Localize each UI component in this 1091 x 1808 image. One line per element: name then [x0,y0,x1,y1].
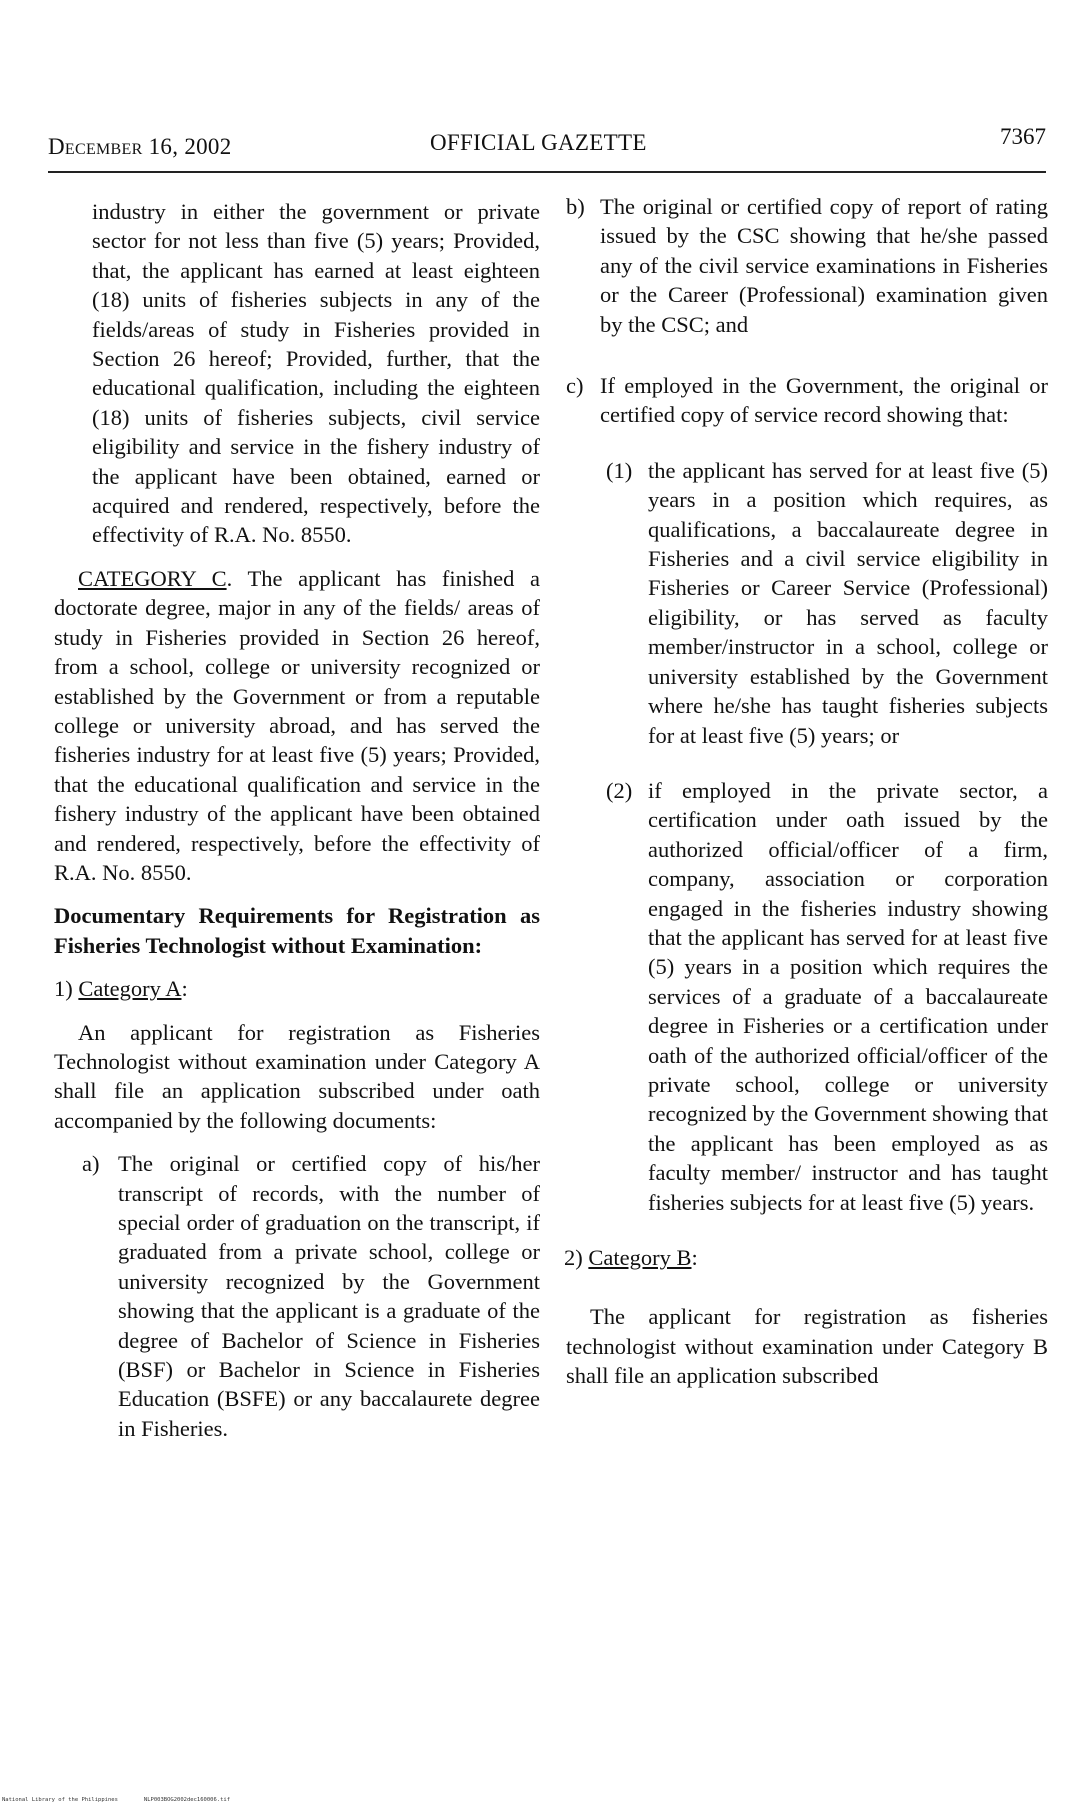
category-b-continuation: industry in either the government or private sector for not less than five (5) years; Provided, that, the applicant has earned at least eighteen (18) units of fisheries subjects in any of the fields/areas of study in Fisheries provided in Section 26 hereof; Provided, further, that the educational qualification, including the eighteen (18) units of fisheries subjects, civil service eligibility and service in the fishery industry of the applicant have been obtained, earned or acquired and rendered, respectively, before the effectivity of R.A. No. 8550. [92,199,540,548]
left-column [54,197,540,1443]
category-c-text: . The applicant has finished a doctorate degree, major in any of the fields/ areas of study in Fisheries provided in Section 26 hereof, from a school, college or university recognized or established by the Government or from a reputable college or university abroad, and has served the fisheries industry for at least five (5) years; Provided, that the educational qualification and service in the fishery industry of the applicant have been obtained and rendered, respectively, before the effectivity of R.A. No. 8550. [54,565,540,885]
header-rule [48,171,1046,173]
item-b-label: b) [566,194,585,219]
requirement-item-c [566,371,1048,430]
library-credit: National Library of the Philippines [2,1797,118,1803]
item-c-label: c) [566,373,584,399]
issue-date: December 16, 2002 [48,134,232,159]
category-b-label: Category B [588,1245,692,1270]
sub-item-1-text: the applicant has served for at least five (5) years in a position which requires, as qualifications, a baccalaureate degree in Fisheries and a civil service eligibility in Fisheries or Career Service (Professional) eligibility, or has served as faculty member/instructor in a school, college or university established by the Government where he/she has taught fisheries subjects for at least five (5) years; or [648,457,1048,748]
category-a-heading: 1) Category A: [54,976,188,1002]
publication-title: OFFICIAL GAZETTE [430,130,647,155]
item-c-text: If employed in the Government, the original or certified copy of service record showing that: [600,373,1048,428]
page-header [48,124,1046,164]
category-a-intro: An applicant for registration as Fisheries Technologist without examination under Category A shall file an application subscribed under oath accompanied by the following documents: [54,1019,540,1133]
scan-filename: NLP003BOG2002dec160006.tif [143,1797,230,1803]
category-b-intro: The applicant for registration as fisheries technologist without examination under Category B shall file an application subscribed [566,1304,1048,1389]
category-c-paragraph [54,564,540,887]
item-a-text: The original or certified copy of his/her transcript of records, with the number of special order of graduation on the transcript, if graduated from a private school, college or university recognized by the Government showing that the applicant is a graduate of the degree of Bachelor of Science in Fisheries (BSF) or Bachelor in Science in Fisheries Education (BSFE) or any baccalaurete degree in Fisheries. [118,1151,540,1441]
item-a-label: a) [82,1151,100,1177]
sub-item-2-text: if employed in the private sector, a certification under oath issued by the authorized official/officer of a firm, company, association or corporation engaged in the fisheries industry showing that the applicant has served for at least five (5) years in a position which requires the services of a graduate of a baccalaureate degree in Fisheries or a certification under oath of the authorized official/officer of the private school, college or university recognized by the Government showing that the applicant has been employed as as faculty member/ instructor and has taught fisheries subjects for at least five (5) years. [648,777,1048,1215]
sub-item-1 [566,456,1048,750]
documentary-requirements-heading: Documentary Requirements for Registration as Fisheries Technologist without Examination: [54,903,540,958]
category-b-heading: 2) Category B: [564,1245,698,1270]
item-b-text: The original or certified copy of report of rating issued by the CSC showing that he/she passed any of the civil service examinations in Fisheries or the Career (Professional) examination given by the CSC; and [600,194,1048,337]
category-a-label: Category A [78,976,182,1002]
requirement-item-b [566,192,1048,339]
scan-footer [2,1797,230,1803]
page-number: 7367 [1000,124,1046,149]
sub-item-1-label: (1) [606,457,633,483]
sub-item-2-label: (2) [606,777,633,803]
category-c-label: CATEGORY C [78,565,227,591]
requirement-item-a [54,1149,540,1443]
right-column [566,192,1048,1391]
sub-item-2 [566,776,1048,1217]
